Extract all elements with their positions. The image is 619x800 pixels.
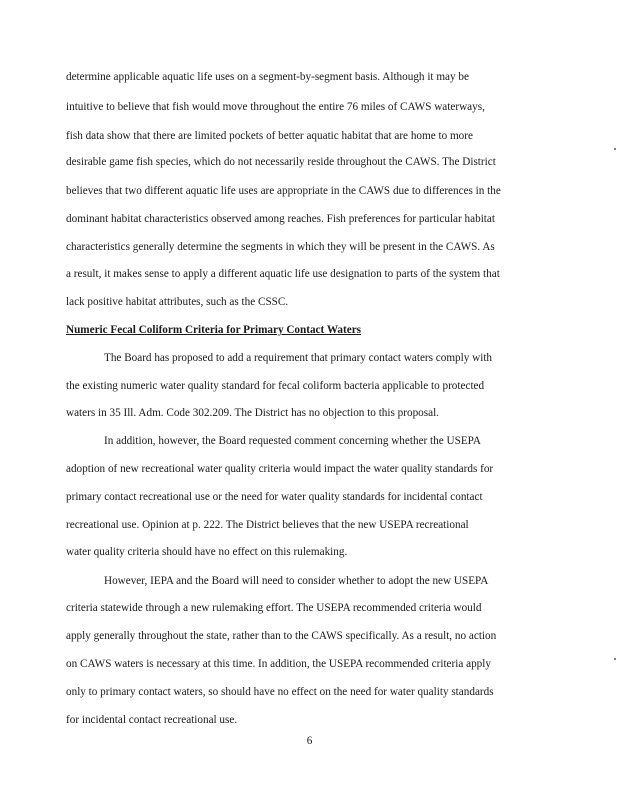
- paragraph-1-line-2: intuitive to believe that fish would move throughout the entire 76 miles of CAWS waterways,: [66, 101, 485, 113]
- scan-speck: [614, 148, 616, 150]
- paragraph-4-line-6: for incidental contact recreational use.: [66, 714, 238, 726]
- paragraph-3-line-1: In addition, however, the Board requested comment concerning whether the USEPA: [104, 435, 481, 447]
- scan-speck: [614, 658, 616, 660]
- paragraph-1-line-1: determine applicable aquatic life uses on a segment-by-segment basis. Although it may be: [66, 71, 469, 83]
- paragraph-4-line-3: apply generally throughout the state, rather than to the CAWS specifically. As a result, no action: [66, 630, 497, 642]
- paragraph-1-line-8: a result, it makes sense to apply a different aquatic life use designation to parts of the system that: [66, 268, 500, 280]
- paragraph-3-line-2: adoption of new recreational water quality criteria would impact the water quality standards for: [66, 463, 494, 475]
- section-heading: Numeric Fecal Coliform Criteria for Primary Contact Waters: [66, 324, 362, 336]
- paragraph-4-line-5: only to primary contact waters, so should have no effect on the need for water quality standards: [66, 686, 494, 698]
- paragraph-1-line-3: fish data show that there are limited pockets of better aquatic habitat that are home to more: [66, 130, 473, 142]
- page-number: 6: [306, 735, 313, 747]
- paragraph-1-line-7: characteristics generally determine the segments in which they will be present in the CAWS. As: [66, 241, 495, 253]
- paragraph-4-line-2: criteria statewide through a new rulemaking effort. The USEPA recommended criteria would: [66, 602, 482, 614]
- paragraph-4-line-4: on CAWS waters is necessary at this time. In addition, the USEPA recommended criteria apply: [66, 658, 491, 670]
- paragraph-3-line-3: primary contact recreational use or the need for water quality standards for incidental contact: [66, 491, 483, 503]
- paragraph-2-line-1: The Board has proposed to add a requirement that primary contact waters comply with: [104, 352, 493, 364]
- paragraph-2-line-3: waters in 35 Ill. Adm. Code 302.209. The District has no objection to this proposal.: [66, 407, 439, 419]
- paragraph-1-line-9: lack positive habitat attributes, such as the CSSC.: [66, 296, 289, 308]
- paragraph-3-line-5: water quality criteria should have no effect on this rulemaking.: [66, 546, 348, 558]
- paragraph-3-line-4: recreational use. Opinion at p. 222. The District believes that the new USEPA recreational: [66, 519, 469, 531]
- paragraph-1-line-5: believes that two different aquatic life uses are appropriate in the CAWS due to differences in the: [66, 185, 501, 197]
- paragraph-2-line-2: the existing numeric water quality standard for fecal coliform bacteria applicable to protected: [66, 380, 485, 392]
- paragraph-4-line-1: However, IEPA and the Board will need to consider whether to adopt the new USEPA: [104, 575, 489, 587]
- paragraph-1-line-4: desirable game fish species, which do not necessarily reside throughout the CAWS. The District: [66, 156, 496, 168]
- paragraph-1-line-6: dominant habitat characteristics observed among reaches. Fish preferences for particular habitat: [66, 213, 495, 225]
